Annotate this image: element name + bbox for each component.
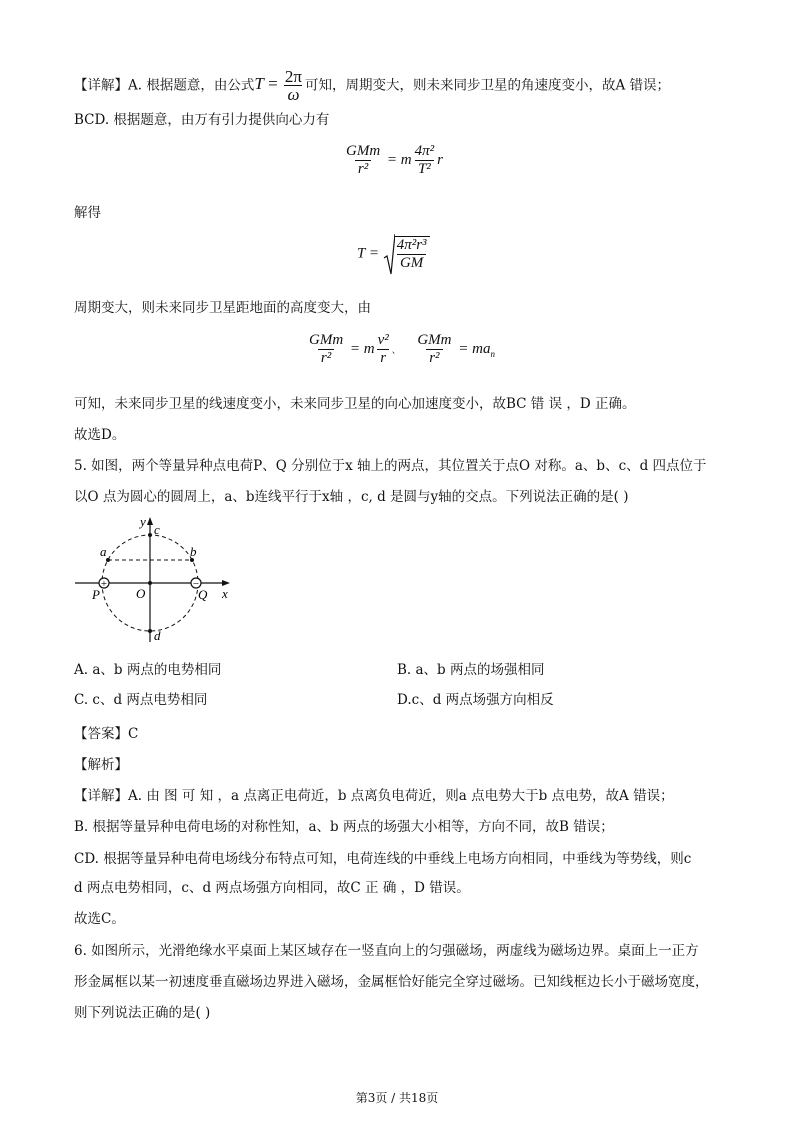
choose-d: 故选D。 <box>74 427 126 443</box>
equation-gravity-period: $\frac{\text{GMm}}{\text{r²}}$ = m $\frac{\text{4π²}}{\text{T²}}$ r <box>346 143 443 177</box>
q5-detail-cd-line2: d 两点电势相同，c、d 两点场强方向相同，故C 正 确 ，D 错误。 <box>74 880 470 896</box>
q5-charge-figure <box>70 512 240 647</box>
choose-c: 故选C。 <box>74 911 125 927</box>
q6-stem-line2: 形金属框以某一初速度垂直磁场边界进入磁场，金属框恰好能完全穿过磁场。已知线框边长小于磁场宽度， <box>74 974 709 990</box>
option-b: B. a、b 两点的场强相同 <box>397 662 545 678</box>
positive-charge-sign: + <box>100 578 108 590</box>
q6-stem-line1: 6. 如图所示，光滑绝缘水平桌面上某区域存在一竖直向上的匀强磁场，两虚线为磁场边界。桌面上一正方 <box>74 943 699 959</box>
q5-detail-b: B. 根据等量异种电荷电场的对称性知，a、b 两点的场强大小相等，方向不同，故B 错误； <box>74 819 614 835</box>
bcd-line: BCD. 根据题意，由万有引力提供向心力有 <box>74 112 330 128</box>
q5-stem-line1: 5. 如图，两个等量异种点电荷P、Q 分别位于x 轴上的两点，其位置关于点O 对称。a、b、c、d 四点位于 <box>74 458 707 474</box>
label-P: P <box>92 587 100 602</box>
equation-period-solution: T = $\frac{\text{4π²r³}}{GM}$ <box>357 232 430 276</box>
label-b: b <box>190 544 197 559</box>
option-a: A. a、b 两点的电势相同 <box>74 662 222 678</box>
label-c: c <box>154 522 160 537</box>
label-a: a <box>100 544 107 559</box>
option-d: D.c、d 两点场强方向相反 <box>397 692 554 708</box>
q5-detail-a: 【详解】A. 由 图 可 知 ，a 点离正电荷近，b 点离负电荷近，则a 点电势大于b 点电势，故A 错误； <box>74 788 674 804</box>
period-increase-line: 周期变大，则未来同步卫星距地面的高度变大，由 <box>74 300 371 316</box>
solve-label: 解得 <box>74 205 101 221</box>
label-y: y <box>140 514 146 529</box>
analysis-label: 【解析】 <box>74 757 128 773</box>
page-footer: 第3页 / 共18页 <box>355 1091 439 1105</box>
option-c: C. c、d 两点电势相同 <box>74 692 208 708</box>
detail-a-suffix: 可知，周期变大，则未来同步卫星的角速度变小，故A 错误； <box>305 77 671 94</box>
negative-charge-sign: − <box>192 578 200 590</box>
q6-stem-line3: 则下列说法正确的是( ) <box>74 1005 211 1021</box>
q5-detail-cd-line1: CD. 根据等量异种电荷电场线分布特点可知，电荷连线的中垂线上电场方向相同，中垂线为等势线，则c <box>74 851 692 867</box>
detail-a-prefix: 【详解】A. 根据题意，由公式 <box>74 77 255 94</box>
label-d: d <box>154 628 161 643</box>
label-x: x <box>222 586 228 601</box>
equation-velocity-acceleration: $\frac{\text{GMm}}{\text{r²}}$ = m $\frac{\text{v²}}{r}$ 、 $\frac{\text{GMm}}{\text{r²}}$ = $ma_n$ <box>309 332 495 366</box>
period-formula: T = $\frac{2\pi}{\omega}$ <box>254 67 302 104</box>
label-Q: Q <box>198 587 208 602</box>
label-O: O <box>136 586 146 601</box>
answer-label: 【答案】C <box>74 726 139 742</box>
conclusion-line: 可知，未来同步卫星的线速度变小，未来同步卫星的向心加速度变小，故BC 错 误 ，D 正确。 <box>74 396 636 412</box>
detail-a-line <box>74 68 670 103</box>
q5-stem-line2: 以O 点为圆心的圆周上，a、b连线平行于x轴 ，c, d 是圆与y轴的交点。下列说法正确的是( ) <box>74 489 629 505</box>
